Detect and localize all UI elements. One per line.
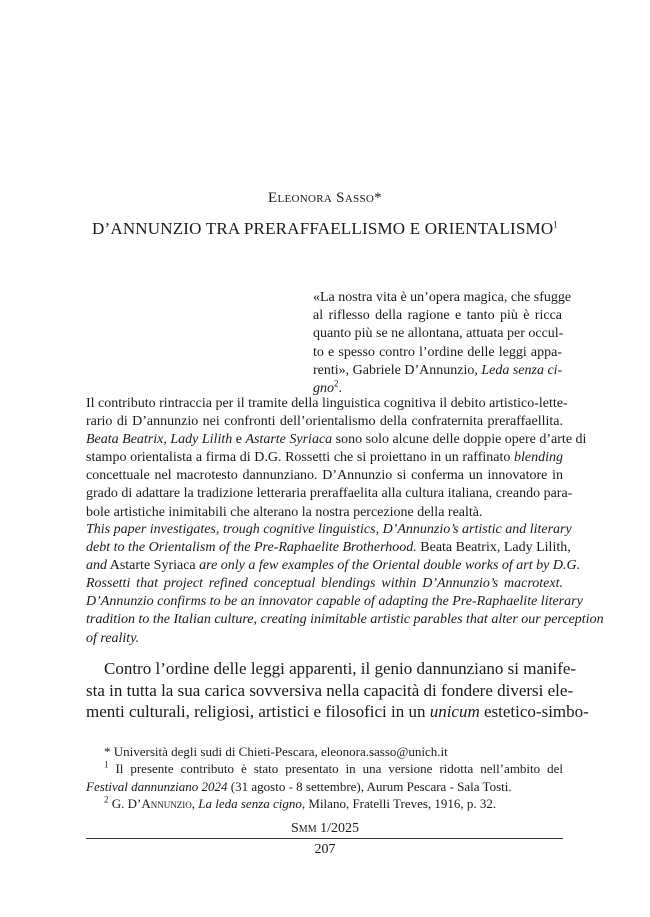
epigraph-work-title: Leda senza ci-: [481, 362, 563, 378]
abstract-line: grado di adattare la tradizione letteraria preraffaelita alla cultura italiana, creando para-: [86, 486, 573, 502]
abstract-italian: [86, 395, 587, 522]
journal-issue: Smm 1/2025: [291, 821, 359, 836]
footnote-1-continued: [86, 778, 563, 795]
epigraph-footnote-marker: 2: [334, 378, 339, 389]
page-number: 207: [314, 842, 336, 857]
title-footnote-marker: 1: [553, 219, 558, 230]
abstract-line: D’Annunzio confirms to be an innovator capable of adapting the Pre-Raphaelite literary: [86, 594, 583, 610]
artwork-title: Astarte Syriaca: [245, 432, 333, 448]
footnote-number: 2: [104, 794, 109, 805]
epigraph-text: .: [338, 381, 342, 397]
event-title: Festival dannunziano 2024: [86, 778, 228, 794]
author-name: Eleonora Sasso: [268, 190, 375, 206]
abstract-line: [86, 539, 571, 557]
abstract-text: e: [232, 432, 246, 448]
abstract-text: are only a few examples of the Oriental double works of art by D.G.: [199, 558, 581, 574]
epigraph: [313, 289, 572, 398]
artwork-title: Astarte Syriaca: [107, 558, 200, 574]
epigraph-line: to e spesso contro l’ordine delle leggi appa-: [313, 344, 562, 360]
footnote-text: Il presente contributo è stato presentato in una versione ridotta nell’ambito del: [108, 761, 563, 777]
footnote-text: ,: [191, 796, 199, 812]
epigraph-text: renti», Gabriele D’Annunzio,: [313, 362, 482, 378]
abstract-text: sono solo alcune delle doppie opere d’arte di: [332, 432, 587, 448]
footnote-2: [86, 795, 563, 812]
cited-work-title: La leda senza cigno: [198, 796, 302, 812]
body-paragraph: [86, 658, 589, 723]
article-title: [0, 219, 650, 239]
title-text: D’ANNUNZIO TRA PRERAFFAELLISMO E ORIENTALISMO: [92, 219, 554, 238]
epigraph-line: quanto più se ne allontana, attuata per occul-: [313, 326, 564, 342]
footnote-affiliation: * Università degli sudi di Chieti-Pescara, eleonora.sasso@unich.it: [104, 744, 448, 759]
abstract-english: [86, 521, 604, 648]
article-author: [0, 190, 650, 207]
cited-author: Annunzio: [141, 796, 192, 812]
abstract-line: rario di D’annunzio nei confronti dell’orientalismo della confraternita preraffaellita.: [86, 414, 563, 430]
abstract-line: tradition to the Italian culture, creating inimitable artistic parables that alter our perception: [86, 612, 604, 628]
footnote-text: , Milano, Fratelli Treves, 1916, p. 32.: [301, 796, 497, 812]
body-text: menti culturali, religiosi, artistici e filosofici in un: [86, 702, 430, 722]
abstract-text: ,: [163, 432, 171, 448]
body-term: unicum: [429, 702, 480, 722]
abstract-line: [86, 557, 581, 575]
abstract-line: concettuale nel macrotesto dannunziano. D’Annunzio si conferma un innovatore in: [86, 468, 563, 484]
epigraph-line: al riflesso della ragione e tanto più è ricca: [313, 308, 562, 324]
abstract-line: [86, 431, 587, 449]
abstract-line: Il contributo rintraccia per il tramite della linguistica cognitiva il debito artistico-lette-: [86, 396, 568, 411]
abstract-line: [86, 449, 563, 467]
body-line: Contro l’ordine delle leggi apparenti, il genio dannunziano si manife-: [104, 659, 577, 678]
epigraph-line: «La nostra vita è un’opera magica, che sfugge: [313, 290, 572, 305]
footnote-text: G. D’: [108, 796, 142, 812]
footnotes: [86, 743, 563, 813]
body-line: [86, 701, 589, 723]
author-footnote-marker: *: [374, 190, 382, 206]
body-text: estetico-simbo-: [479, 702, 589, 722]
footer-divider: [86, 838, 563, 839]
artwork-title: Beata Beatrix: [86, 432, 164, 448]
abstract-line: of reality.: [86, 630, 140, 646]
footnote-number: 1: [104, 760, 109, 771]
artwork-title: Beata Beatrix, Lady Lilith,: [416, 540, 571, 556]
epigraph-line: [313, 362, 562, 380]
artwork-title: Lady Lilith: [170, 432, 233, 448]
epigraph-work-title: gno: [313, 381, 334, 397]
abstract-line: This paper investigates, trough cognitive linguistics, D’Annunzio’s artistic and literary: [86, 522, 572, 537]
footnote-text: (31 agosto - 8 settembre), Aurum Pescara - Sala Tosti.: [227, 778, 512, 794]
abstract-term: blending: [514, 450, 563, 466]
abstract-text: debt to the Orientalism of the Pre-Raphaelite Brotherhood.: [86, 540, 417, 556]
body-line: sta in tutta la sua carica sovversiva nella capacità di fondere diversi ele-: [86, 680, 574, 700]
abstract-line: bole artistiche inimitabili che alterano la nostra percezione della realtà.: [86, 504, 483, 520]
footnote-1: [86, 760, 563, 777]
abstract-line: Rossetti that project refined conceptual blendings within D’Annunzio’s macrotext.: [86, 576, 563, 592]
abstract-text: and: [86, 558, 107, 574]
abstract-text: stampo orientalista a firma di D.G. Rossetti che si proiettano in un raffinato: [86, 450, 514, 466]
